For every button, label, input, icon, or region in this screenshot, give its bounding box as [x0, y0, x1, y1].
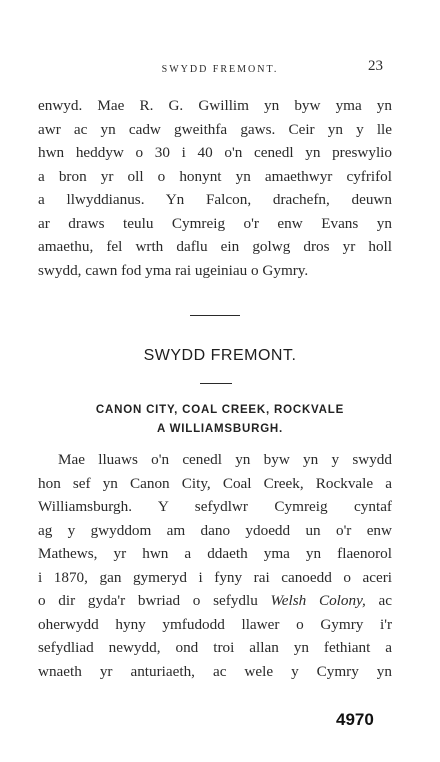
- text-line: awr ac yn cadw gweithfa gaws. Ceir yn y lle: [38, 120, 392, 138]
- text-line: oherwydd hyny ymfudodd llawer o Gymry i'r: [38, 615, 392, 633]
- text-line: hwn heddyw o 30 i 40 o'n cenedl yn preswylio: [38, 144, 392, 161]
- italic-phrase: Welsh Colony,: [270, 592, 366, 609]
- text-line: hon sef yn Canon City, Coal Creek, Rockvale a: [38, 474, 392, 492]
- text-line: Mae lluaws o'n cenedl yn byw yn y swydd: [58, 451, 392, 468]
- text-line: Mathews, yr hwn a ddaeth yma yn flaenorol: [38, 545, 392, 562]
- title-underline-rule: [200, 383, 232, 384]
- text-line: i 1870, gan gymeryd i fyny rai canoedd o aceri: [38, 568, 392, 586]
- text-line: Williamsburgh. Y sefydlwr Cymreig cyntaf: [38, 498, 392, 515]
- text-line: swydd, cawn fod yma rai ugeiniau o Gymry.: [38, 261, 309, 279]
- text-fragment: ac: [378, 592, 392, 609]
- catalog-number-stamp: 4970: [336, 710, 374, 729]
- section-subtitle-line-2: A WILLIAMSBURGH.: [156, 423, 284, 435]
- section-subtitle-line-1: CANON CITY, COAL CREEK, ROCKVALE: [95, 404, 345, 416]
- section-title: SWYDD FREMONT.: [143, 347, 297, 364]
- text-line: a llwyddianus. Yn Falcon, drachefn, deuwn: [38, 191, 392, 208]
- separator-rule: [190, 315, 240, 316]
- text-line: ar draws teulu Cymreig o'r enw Evans yn: [38, 214, 392, 232]
- text-line: enwyd. Mae R. G. Gwillim yn byw yma yn: [38, 97, 392, 114]
- text-line: amaethu, fel wrth daflu ein golwg dros yr holl: [38, 238, 392, 255]
- paragraph-main: [38, 448, 392, 683]
- text-line-with-italic: [38, 589, 392, 613]
- running-head: SWYDD FREMONT.: [161, 64, 279, 75]
- page-number: 23: [368, 58, 383, 74]
- text-line: ag y gwyddom am dano ydoedd un o'r enw: [38, 521, 392, 539]
- text-fragment: o dir gyda'r bwriad o sefydlu: [38, 592, 258, 609]
- text-line: sefydliad newydd, ond troi allan yn fethiant a: [38, 639, 392, 656]
- paragraph-continued: [38, 94, 392, 282]
- text-line: wnaeth yr anturiaeth, ac wele y Cymry yn: [38, 662, 392, 680]
- text-line: a bron yr oll o honynt yn amaethwyr cyfrifol: [38, 167, 392, 185]
